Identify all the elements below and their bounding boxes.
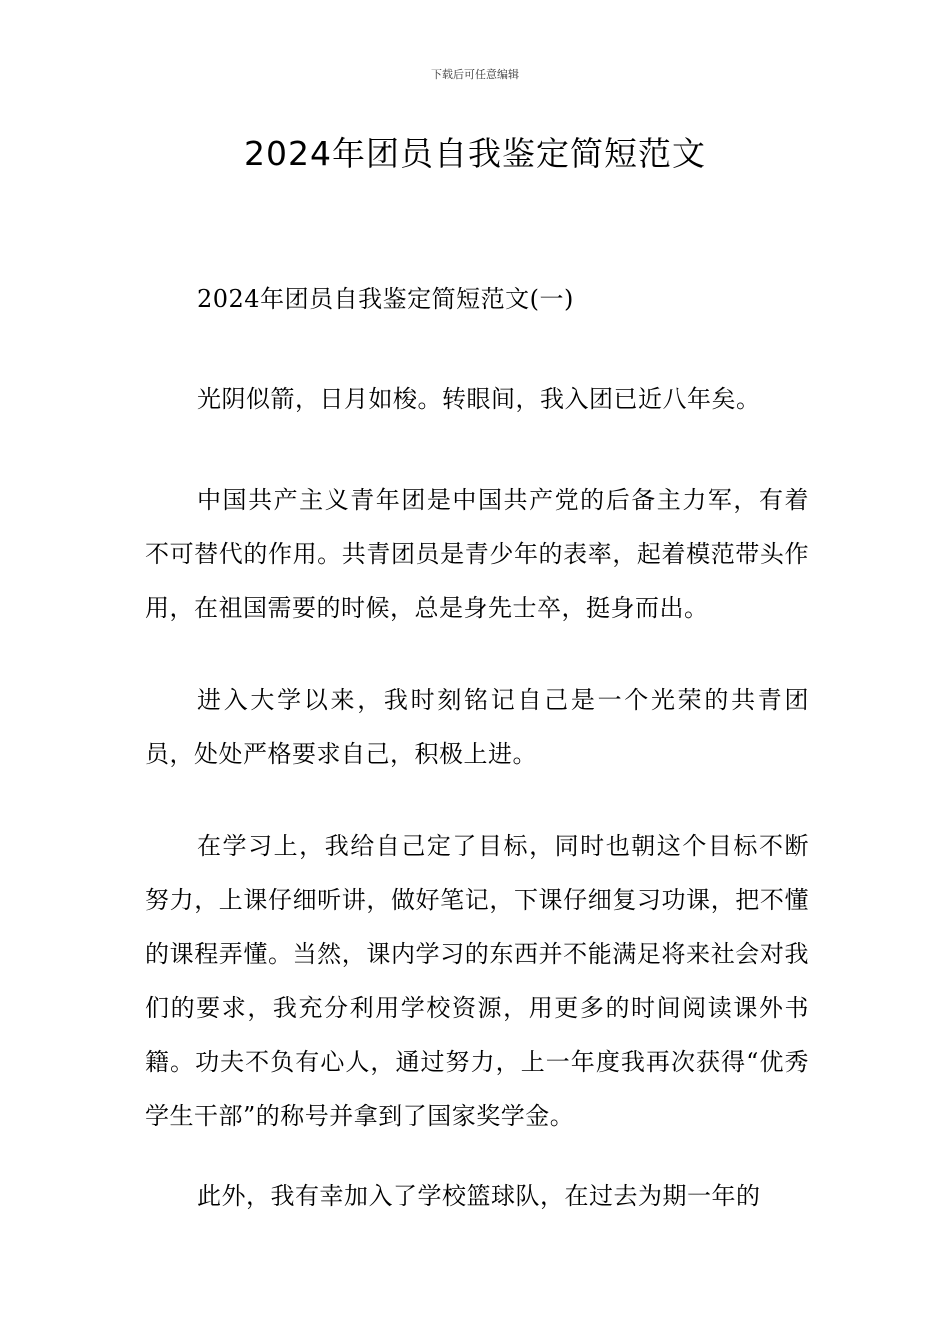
paragraph: 光阴似箭，日月如梭。转眼间，我入团已近八年矣。 bbox=[197, 385, 761, 413]
paragraph: 进入大学以来，我时刻铭记自己是一个光荣的共青团员，处处严格要求自己，积极上进。 bbox=[145, 686, 809, 768]
header-note: 下载后可任意编辑 bbox=[431, 68, 519, 81]
paragraph: 在学习上，我给自己定了目标，同时也朝这个目标不断努力，上课仔细听讲，做好笔记，下课仔细复习功课，把不懂的课程弄懂。当然，课内学习的东西并不能满足将来社会对我们的要求，我充分利用学校资源，用更多的时间阅读课外书籍。功夫不负有心人，通过努力，上一年度我再次获得“优秀学生干部”的称号并拿到了国家奖学金。 bbox=[145, 832, 809, 1130]
document-title: 2024年团员自我鉴定简短范文 bbox=[244, 134, 706, 173]
paragraph: 中国共产主义青年团是中国共产党的后备主力军，有着不可替代的作用。共青团员是青少年的表率，起着模范带头作用，在祖国需要的时候，总是身先士卒，挺身而出。 bbox=[145, 486, 809, 622]
section-subheading: 2024年团员自我鉴定简短范文(一) bbox=[197, 285, 574, 313]
paragraph: 此外，我有幸加入了学校篮球队，在过去为期一年的 bbox=[197, 1182, 761, 1210]
